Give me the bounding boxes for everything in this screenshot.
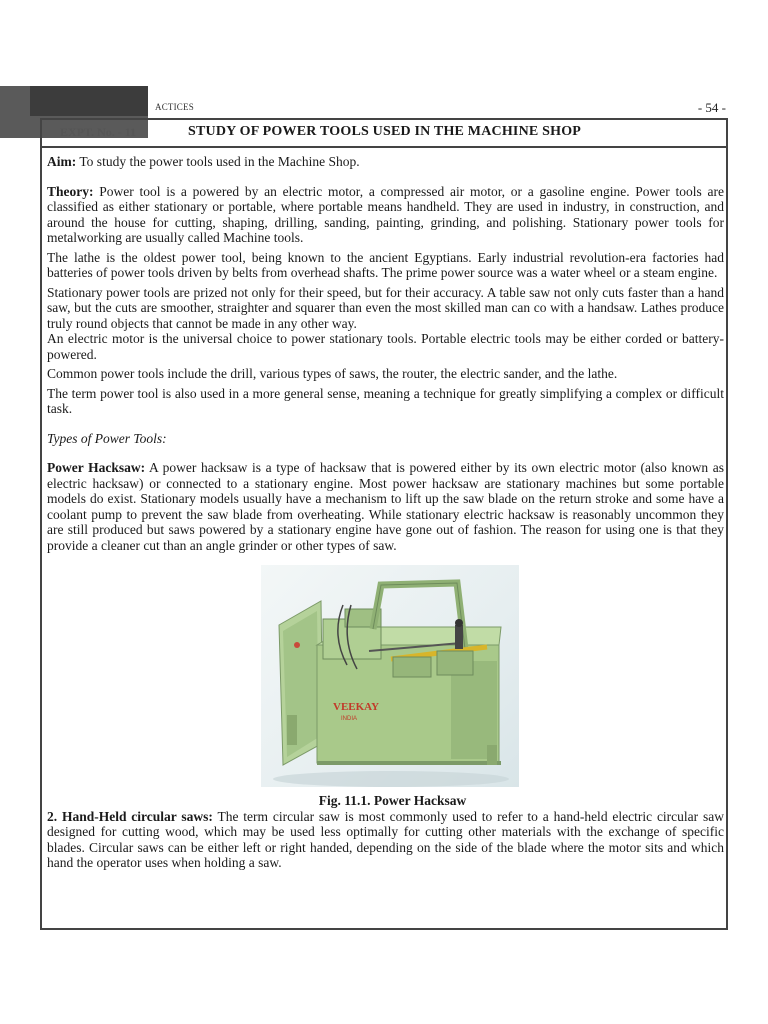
page-frame [40, 118, 728, 930]
theory-paragraph-2: The lathe is the oldest power tool, being known to the ancient Egyptians. Early industrial revolution-era factories had batteries of power tools driven by belts from overhead shafts. The prime power source was a water wheel or a steam engine. [47, 249, 724, 280]
theory-paragraph-1 [47, 184, 724, 246]
circular-saws-label: 2. Hand-Held circular saws: [47, 808, 213, 824]
figure [47, 565, 724, 787]
title-bar [42, 120, 726, 148]
aim-text: To study the power tools used in the Machine Shop. [76, 154, 360, 169]
figure-caption: Fig. 11.1. Power Hacksaw [318, 793, 467, 808]
page-number: - 54 - [697, 100, 726, 115]
circular-saws-text: The term circular saw is most commonly used to refer to a hand-held electric circular saw designed for cutting wood, which may be used less optimally for cutting other materials with the exchange of specific blades. Circular saws can be either left or right handed, depending on the side of the blade where the motor sits and which hand the operator uses when holding a saw. [47, 808, 724, 870]
experiment-label: EXPT. No. - 11 [60, 125, 137, 139]
body-content [42, 148, 726, 871]
power-hacksaw-photo [261, 565, 519, 787]
theory-text-1: Power tool is a powered by an electric motor, a compressed air motor, or a gasoline engine. Power tools are classified as either stationary or portable, where portable means handheld. They are used in industry, in construction, and around the house for cutting, shaping, drilling, sanding, painting, grinding, and polishing. Stationary power tools for metalworking are usually called Machine tools. [47, 183, 724, 245]
power-hacksaw-label: Power Hacksaw: [47, 460, 146, 475]
power-hacksaw-text: A power hacksaw is a type of hacksaw that is powered either by its own electric motor (also known as electric hacksaw) or connected to a stationary engine. Most power hacksaw are stationary machines but some portable models do exist. Stationary models usually have a mechanism to lift up the saw blade on the return stroke and some have a coolant pump to prevent the saw blade from overheating. While stationary electric hacksaw is reasonably uncommon they are still produced but saws powered by a stationary engine have gone out of fashion. The reason for using one is that they provide a cleaner cut than an angle grinder or other types of saw. [47, 460, 724, 553]
aim-paragraph [47, 154, 724, 170]
page-title: STUDY OF POWER TOOLS USED IN THE MACHINE SHOP [188, 124, 582, 139]
aim-label: Aim: [47, 154, 77, 169]
theory-paragraph-6: The term power tool is also used in a more general sense, meaning a technique for greatly simplifying a complex or difficult task. [47, 385, 724, 416]
machine-country-label: INDIA [341, 716, 358, 722]
power-hacksaw-paragraph [47, 460, 724, 553]
circular-saws-paragraph [47, 809, 724, 871]
theory-paragraph-5: Common power tools include the drill, various types of saws, the router, the electric sander, and the lathe. [47, 366, 618, 381]
types-heading: Types of Power Tools: [47, 430, 167, 446]
power-hacksaw-illustration [261, 565, 519, 787]
theory-paragraph-4: An electric motor is the universal choice to power stationary tools. Portable electric tools may be either corded or battery-powered. [47, 331, 724, 362]
machine-brand-label: VEEKAY [333, 701, 380, 713]
theory-label: Theory: [47, 183, 94, 199]
theory-paragraph-3: Stationary power tools are prized not only for their speed, but for their accuracy. A table saw not only cuts faster than a hand saw, but the cuts are smoother, straighter and squarer than even the most skilled man can co with a handsaw. Lathes produce truly round objects that cannot be made in any other way. [47, 284, 724, 331]
running-head: ACTICES [155, 102, 194, 112]
